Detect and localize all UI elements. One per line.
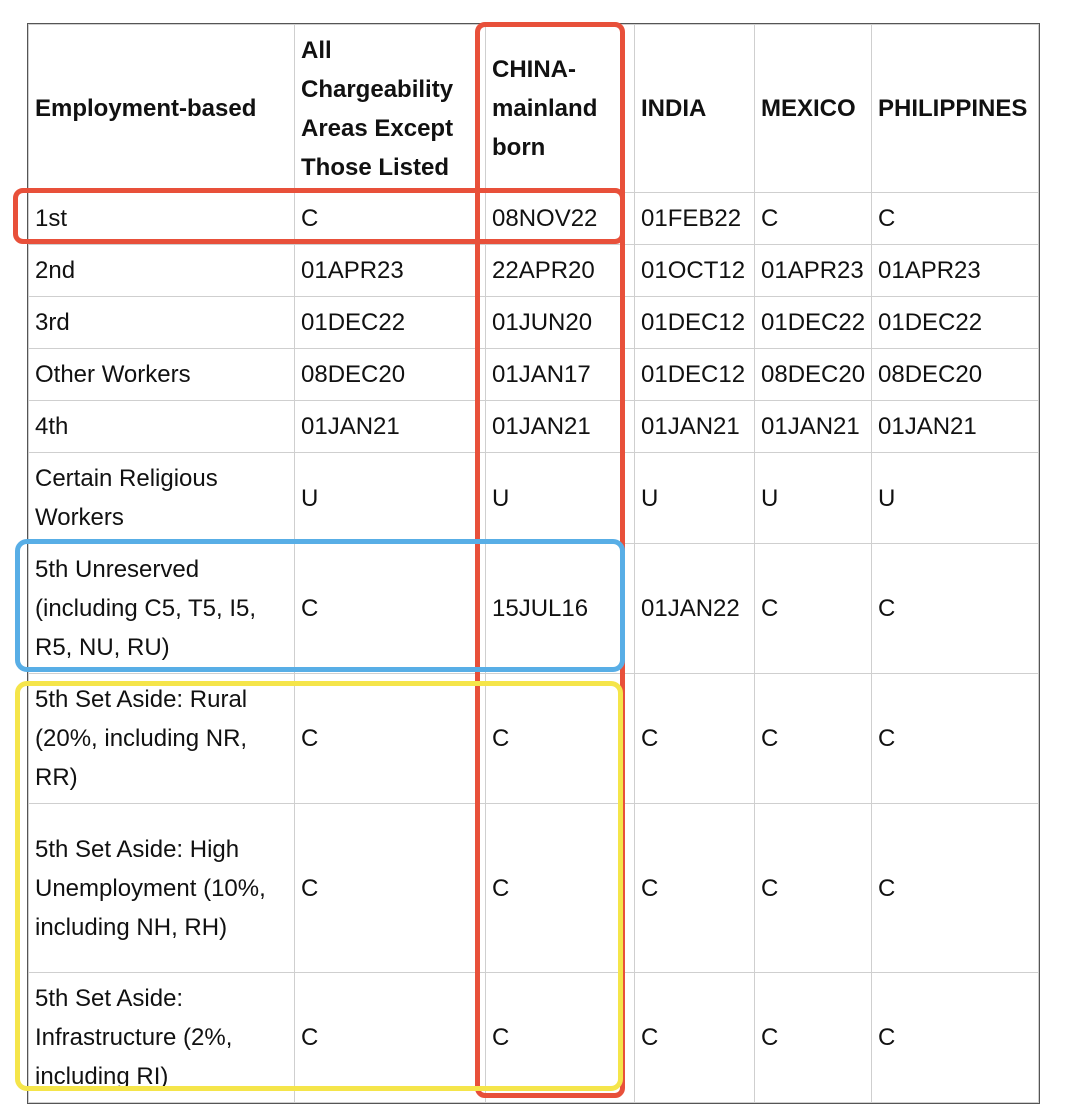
cell-all-chargeability: C — [295, 544, 486, 674]
row-label: 5th Set Aside: High Unemployment (10%, including NH, RH) — [29, 804, 295, 973]
cell-mexico: U — [755, 453, 872, 544]
row-label: 4th — [29, 401, 295, 453]
cell-china: 01JAN17 — [486, 349, 635, 401]
row-label: 3rd — [29, 297, 295, 349]
cell-mexico: 01JAN21 — [755, 401, 872, 453]
row-label: 2nd — [29, 245, 295, 297]
cell-philippines: C — [872, 193, 1039, 245]
table-row — [29, 973, 1039, 1103]
table-row — [29, 297, 1039, 349]
cell-all-chargeability: 08DEC20 — [295, 349, 486, 401]
header-mexico: MEXICO — [755, 25, 872, 193]
cell-india: C — [635, 674, 755, 804]
cell-all-chargeability: 01DEC22 — [295, 297, 486, 349]
table-row — [29, 245, 1039, 297]
cell-india: 01DEC12 — [635, 297, 755, 349]
cell-china: U — [486, 453, 635, 544]
cell-mexico: C — [755, 193, 872, 245]
cell-india: 01DEC12 — [635, 349, 755, 401]
cell-china: C — [486, 674, 635, 804]
cell-all-chargeability: U — [295, 453, 486, 544]
cell-mexico: 01DEC22 — [755, 297, 872, 349]
cell-philippines: 01APR23 — [872, 245, 1039, 297]
table-row — [29, 349, 1039, 401]
table-row — [29, 544, 1039, 674]
cell-india: U — [635, 453, 755, 544]
cell-all-chargeability: C — [295, 804, 486, 973]
cell-china: C — [486, 973, 635, 1103]
cell-philippines: C — [872, 804, 1039, 973]
cell-india: C — [635, 804, 755, 973]
table-row — [29, 401, 1039, 453]
cell-philippines: U — [872, 453, 1039, 544]
header-all-chargeability: All Chargeability Areas Except Those Listed — [295, 25, 486, 193]
table-row — [29, 674, 1039, 804]
row-label: Other Workers — [29, 349, 295, 401]
cell-philippines: 08DEC20 — [872, 349, 1039, 401]
cell-china: 01JAN21 — [486, 401, 635, 453]
cell-mexico: C — [755, 544, 872, 674]
cell-china: 01JUN20 — [486, 297, 635, 349]
header-employment-based: Employment-based — [29, 25, 295, 193]
cell-philippines: C — [872, 544, 1039, 674]
cell-india: 01OCT12 — [635, 245, 755, 297]
cell-china: C — [486, 804, 635, 973]
cell-india: C — [635, 973, 755, 1103]
cell-india: 01JAN21 — [635, 401, 755, 453]
cell-mexico: 08DEC20 — [755, 349, 872, 401]
visa-bulletin-table — [28, 24, 1039, 1103]
table-row — [29, 453, 1039, 544]
cell-all-chargeability: C — [295, 193, 486, 245]
table-row — [29, 193, 1039, 245]
header-philippines: PHILIPPINES — [872, 25, 1039, 193]
row-label: 5th Set Aside: Infrastructure (2%, including RI) — [29, 973, 295, 1103]
cell-mexico: C — [755, 804, 872, 973]
cell-mexico: C — [755, 674, 872, 804]
cell-china: 15JUL16 — [486, 544, 635, 674]
cell-india: 01JAN22 — [635, 544, 755, 674]
header-row — [29, 25, 1039, 193]
cell-all-chargeability: C — [295, 973, 486, 1103]
row-label: 5th Set Aside: Rural (20%, including NR, RR) — [29, 674, 295, 804]
cell-mexico: 01APR23 — [755, 245, 872, 297]
header-china: CHINA-mainland born — [486, 25, 635, 193]
cell-philippines: 01JAN21 — [872, 401, 1039, 453]
row-label: 5th Unreserved (including C5, T5, I5, R5, NU, RU) — [29, 544, 295, 674]
cell-philippines: 01DEC22 — [872, 297, 1039, 349]
cell-india: 01FEB22 — [635, 193, 755, 245]
table-row — [29, 804, 1039, 973]
row-label: Certain Religious Workers — [29, 453, 295, 544]
row-label: 1st — [29, 193, 295, 245]
cell-all-chargeability: 01APR23 — [295, 245, 486, 297]
cell-mexico: C — [755, 973, 872, 1103]
header-india: INDIA — [635, 25, 755, 193]
cell-philippines: C — [872, 973, 1039, 1103]
cell-china: 08NOV22 — [486, 193, 635, 245]
cell-china: 22APR20 — [486, 245, 635, 297]
cell-philippines: C — [872, 674, 1039, 804]
cell-all-chargeability: 01JAN21 — [295, 401, 486, 453]
cell-all-chargeability: C — [295, 674, 486, 804]
